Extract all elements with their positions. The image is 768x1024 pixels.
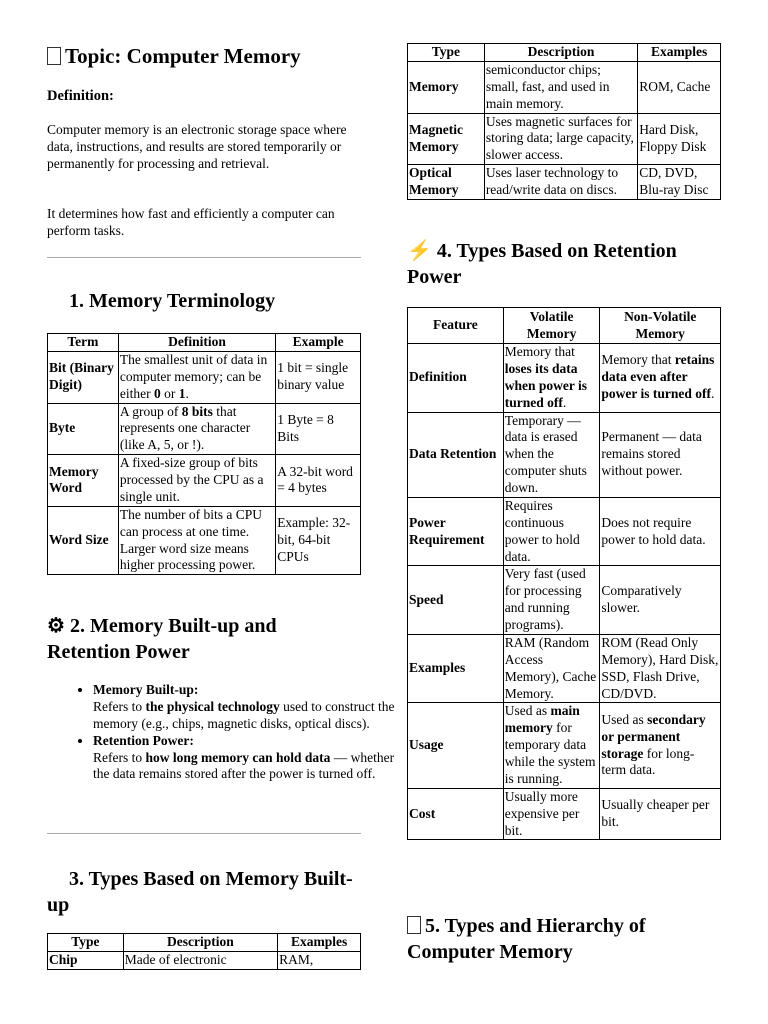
definition-paragraph-2: It determines how fast and efficiently a computer can perform tasks. <box>47 206 335 238</box>
description-cell: Made of electronic <box>123 951 277 969</box>
emoji-placeholder-icon <box>407 916 421 934</box>
examples-cell: ROM, Cache <box>638 61 721 113</box>
list-item-label: Retention Power: <box>93 732 194 748</box>
non-volatile-cell: Permanent — data remains stored without power. <box>600 412 721 497</box>
table-header-row <box>408 44 721 62</box>
emoji-placeholder-icon <box>47 47 61 65</box>
column-header: Volatile Memory <box>503 308 600 344</box>
term-cell: Word Size <box>48 506 119 575</box>
non-volatile-cell: ROM (Read Only Memory), Hard Disk, SSD, Flash Drive, CD/DVD. <box>600 634 721 703</box>
definition-cell: The number of bits a CPU can process at one time. Larger word size means higher processing power. <box>118 506 275 575</box>
table-row <box>408 61 721 113</box>
table-row <box>408 497 721 566</box>
volatile-cell: Very fast (used for processing and running programs). <box>503 566 600 635</box>
volatile-cell: RAM (Random Access Memory), Cache Memory. <box>503 634 600 703</box>
type-cell: Memory <box>408 61 485 113</box>
section-heading-built-up-retention: ⚙ 2. Memory Built-up and Retention Power <box>47 615 277 663</box>
term-cell: Byte <box>48 403 119 455</box>
column-header: Definition <box>118 334 275 352</box>
built-up-table-start <box>47 933 361 970</box>
description-cell: Uses magnetic surfaces for storing data; large capacity, slower access. <box>484 113 637 165</box>
volatile-cell: Requires continuous power to hold data. <box>503 497 600 566</box>
table-row <box>408 703 721 788</box>
feature-cell: Cost <box>408 788 504 840</box>
example-cell: A 32-bit word = 4 bytes <box>276 455 361 507</box>
list-item-label: Memory Built-up: <box>93 682 199 697</box>
type-cell: Chip <box>48 951 124 969</box>
table-row <box>408 412 721 497</box>
list-item <box>93 733 407 784</box>
definition-cell: A group of 8 bits that represents one character (like A, 5, or !). <box>118 403 275 455</box>
definition-cell: A fixed-size group of bits processed by the CPU as a single unit. <box>118 455 275 507</box>
page-title: Topic: Computer Memory <box>47 43 367 69</box>
feature-cell: Usage <box>408 703 504 788</box>
non-volatile-cell: Usually cheaper per bit. <box>600 788 721 840</box>
table-row <box>408 344 721 413</box>
list-item <box>93 682 407 733</box>
table-row <box>48 506 361 575</box>
examples-cell: CD, DVD, Blu-ray Disc <box>638 165 721 200</box>
gear-icon: ⚙ <box>47 615 65 637</box>
table-header-row <box>408 308 721 344</box>
divider <box>47 257 361 258</box>
column-header: Term <box>48 334 119 352</box>
table-row <box>408 113 721 165</box>
example-cell: 1 bit = single binary value <box>276 351 361 403</box>
feature-cell: Data Retention <box>408 412 504 497</box>
column-header: Feature <box>408 308 504 344</box>
term-cell: Bit (Binary Digit) <box>48 351 119 403</box>
examples-cell: RAM, <box>278 951 361 969</box>
section-heading-retention-types: ⚡ 4. Types Based on Retention Power <box>407 240 677 288</box>
definition-label: Definition: <box>47 88 114 104</box>
column-header: Description <box>123 934 277 952</box>
section-heading-types-built-up: 3. Types Based on Memory Built-up <box>47 868 353 916</box>
definition-paragraph: Computer memory is an electronic storage space where data, instructions, and results are stored temporarily or permanently for processing and retrieval. <box>47 122 347 171</box>
volatile-cell: Temporary — data is erased when the computer shuts down. <box>503 412 600 497</box>
description-cell: Uses laser technology to read/write data on discs. <box>484 165 637 200</box>
non-volatile-cell: Memory that retains data even after power is turned off. <box>600 344 721 413</box>
examples-cell: Hard Disk, Floppy Disk <box>638 113 721 165</box>
description-cell: semiconductor chips; small, fast, and used in main memory. <box>484 61 637 113</box>
column-header: Description <box>484 44 637 62</box>
table-row <box>408 165 721 200</box>
table-row <box>48 951 361 969</box>
table-row <box>408 566 721 635</box>
column-header: Examples <box>638 44 721 62</box>
volatile-cell: Usually more expensive per bit. <box>503 788 600 840</box>
built-up-list <box>47 682 407 783</box>
table-row <box>48 455 361 507</box>
table-row <box>408 788 721 840</box>
feature-cell: Speed <box>408 566 504 635</box>
section-heading-terminology: 1. Memory Terminology <box>69 290 276 312</box>
type-cell: Optical Memory <box>408 165 485 200</box>
table-row <box>48 403 361 455</box>
feature-cell: Definition <box>408 344 504 413</box>
volatile-cell: Memory that loses its data when power is turned off. <box>503 344 600 413</box>
column-header: Type <box>408 44 485 62</box>
type-cell: Magnetic Memory <box>408 113 485 165</box>
non-volatile-cell: Comparatively slower. <box>600 566 721 635</box>
terminology-table <box>47 333 361 575</box>
term-cell: Memory Word <box>48 455 119 507</box>
table-header-row <box>48 934 361 952</box>
column-header: Example <box>276 334 361 352</box>
example-cell: 1 Byte = 8 Bits <box>276 403 361 455</box>
column-header: Non-Volatile Memory <box>600 308 721 344</box>
feature-cell: Power Requirement <box>408 497 504 566</box>
divider <box>47 833 361 834</box>
section-heading-hierarchy: 5. Types and Hierarchy of Computer Memory <box>407 915 646 963</box>
column-header: Examples <box>278 934 361 952</box>
table-row <box>408 634 721 703</box>
table-header-row <box>48 334 361 352</box>
feature-cell: Examples <box>408 634 504 703</box>
list-item-text: Refers to how long memory can hold data — whether the data remains stored after the power is turned off. <box>93 749 395 782</box>
table-row <box>48 351 361 403</box>
column-header: Type <box>48 934 124 952</box>
built-up-table-continued <box>407 43 721 200</box>
non-volatile-cell: Used as secondary or permanent storage for long-term data. <box>600 703 721 788</box>
lightning-icon: ⚡ <box>407 240 432 262</box>
example-cell: Example: 32-bit, 64-bit CPUs <box>276 506 361 575</box>
volatile-cell: Used as main memory for temporary data while the system is running. <box>503 703 600 788</box>
list-item-text: Refers to the physical technology used to construct the memory (e.g., chips, magnetic disks, optical discs). <box>93 698 395 731</box>
definition-cell: The smallest unit of data in computer memory; can be either 0 or 1. <box>118 351 275 403</box>
retention-table <box>407 307 721 840</box>
non-volatile-cell: Does not require power to hold data. <box>600 497 721 566</box>
